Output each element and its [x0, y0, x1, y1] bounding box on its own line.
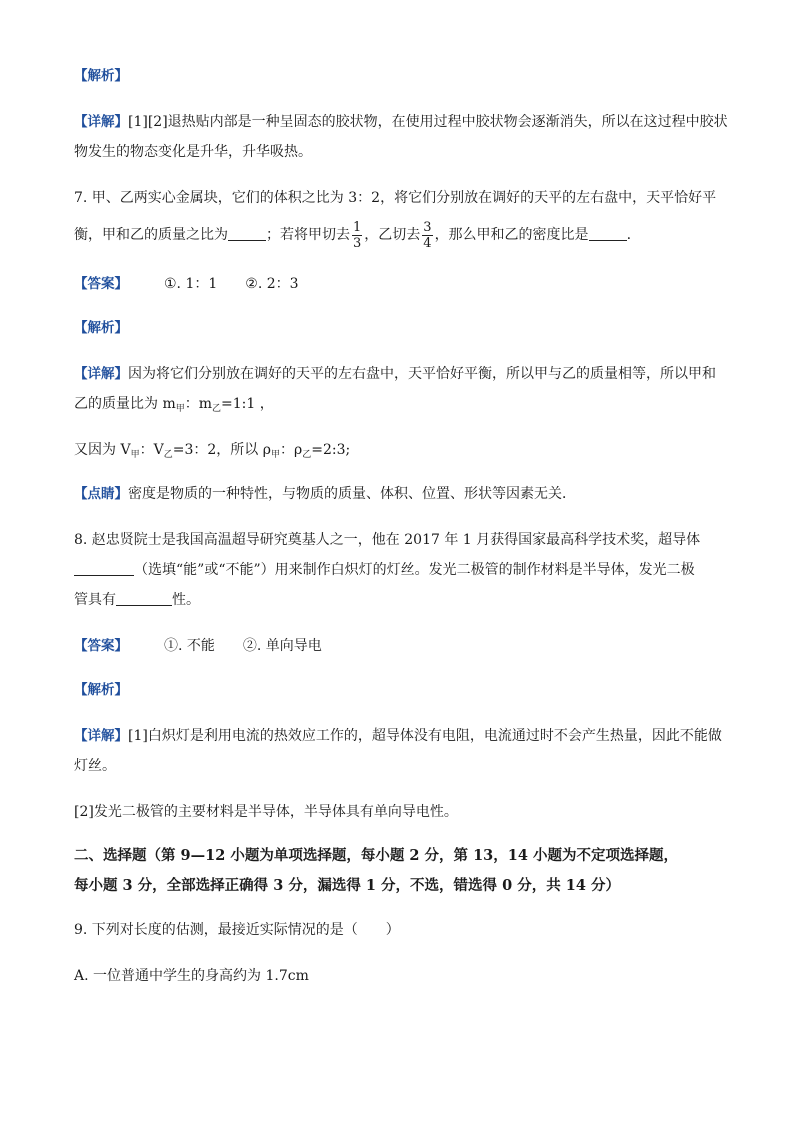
- q8-stem-line-2: [74, 560, 695, 580]
- q7-detail-text-2c: =1:1 ，: [221, 396, 274, 412]
- q7-detail-line-1: [74, 364, 716, 384]
- q8-answer-2: ②. 单向导电: [242, 638, 322, 654]
- q9-option-a: A. 一位普通中学生的身高约为 1.7cm: [74, 968, 309, 984]
- q8-stem-text-2: （选填“能”或“不能”）用来制作白炽灯的灯丝。发光二极管的制作材料是半导体，发光二极: [134, 562, 695, 578]
- q8-detail-line-1: [74, 726, 722, 746]
- q8-answer-line: [74, 636, 322, 656]
- q7-subscript-yi: 乙: [212, 404, 222, 414]
- q8-stem-line-1: [74, 530, 700, 550]
- q8-detail-line-2: [74, 756, 116, 776]
- q7-stem-text-2c: ，乙切去: [364, 227, 421, 243]
- q8-stem-text-3a: 管具有: [74, 592, 116, 608]
- q7-fraction-2-denominator: 4: [423, 235, 432, 251]
- q7-answer-line: [74, 274, 299, 294]
- q9-option-a-line: [74, 966, 309, 986]
- q8-answer-1: ①. 不能: [164, 638, 215, 654]
- q8-stem-line-3: [74, 590, 200, 610]
- detail-tag: 【详解】: [74, 114, 128, 130]
- q9-stem-text: 9. 下列对长度的估测，最接近实际情况的是（ ）: [74, 922, 400, 938]
- q7-fraction-1: [352, 220, 362, 251]
- answer-tag: 【答案】: [74, 638, 128, 654]
- q6-analysis-tag: [74, 66, 128, 86]
- q8-detail-text-2: 灯丝。: [74, 758, 116, 774]
- q7-stem-text-2e: .: [626, 227, 632, 243]
- q6-detail-text-2: 物发生的物态变化是升华，升华吸热。: [74, 144, 312, 160]
- q7-stem-line-2: [74, 218, 631, 252]
- q6-detail-line-1: [74, 112, 728, 132]
- q7-stem-text-2b: ；若将甲切去: [266, 227, 350, 243]
- q7-detail-text-3d: ：ρ: [279, 442, 303, 458]
- q7-subscript-jia-rho: 甲: [270, 450, 280, 460]
- section2-heading-text-1: 二、选择题（第 9—12 小题为单项选择题，每小题 2 分，第 13，14 小题为不定项选择题，: [74, 847, 678, 864]
- q8-detail-line-3: [74, 802, 458, 822]
- q7-detail-text-3e: =2:3;: [311, 442, 351, 458]
- q7-detail-text-3a: 又因为 V: [74, 442, 131, 458]
- section2-heading-text-2: 每小题 3 分，全部选择正确得 3 分，漏选得 1 分，不选，错选得 0 分，共 14 分）: [74, 877, 621, 894]
- q7-subscript-yi-rho: 乙: [302, 450, 312, 460]
- q7-fraction-1-numerator: 1: [353, 219, 362, 235]
- q7-detail-line-2: [74, 394, 274, 419]
- q6-detail-text-1: [1][2]退热贴内部是一种呈固态的胶状物，在使用过程中胶状物会逐渐消失，所以在这过程中胶状: [128, 114, 728, 130]
- q8-stem-text-3b: 性。: [172, 592, 200, 608]
- q8-blank-2: [116, 591, 172, 606]
- q7-detail-text-2b: ：m: [184, 396, 213, 412]
- q7-blank-2: [589, 226, 627, 241]
- q7-analysis-tag: [74, 318, 128, 338]
- q7-comment-text: 密度是物质的一种特性，与物质的质量、体积、位置、形状等因素无关．: [128, 486, 576, 502]
- q8-detail-text-3: [2]发光二极管的主要材料是半导体，半导体具有单向导电性。: [74, 804, 458, 820]
- detail-tag: 【详解】: [74, 728, 128, 744]
- q7-stem-line-1: [74, 188, 716, 208]
- analysis-tag: 【解析】: [74, 682, 128, 698]
- q7-detail-text-3b: ：V: [139, 442, 164, 458]
- section2-heading-line-1: [74, 846, 678, 866]
- q7-stem-text-2a: 衡，甲和乙的质量之比为: [74, 227, 228, 243]
- q7-subscript-jia-v: 甲: [130, 450, 140, 460]
- q7-stem-text-2d: ，那么甲和乙的密度比是: [434, 227, 589, 243]
- q8-stem-text-1: 8. 赵忠贤院士是我国高温超导研究奠基人之一，他在 2017 年 1 月获得国家最高科学技术奖，超导体: [74, 532, 701, 548]
- q7-answer-2: ②. 2：3: [245, 276, 299, 292]
- q7-detail-line-3: [74, 440, 350, 465]
- detail-tag: 【详解】: [74, 366, 128, 382]
- section2-heading-line-2: [74, 876, 620, 896]
- analysis-tag: 【解析】: [74, 68, 128, 84]
- q7-blank-1: [228, 226, 266, 241]
- q8-blank-1: [74, 561, 134, 576]
- q7-subscript-jia: 甲: [175, 404, 185, 414]
- q7-detail-text-2a: 乙的质量比为 m: [74, 396, 176, 412]
- q7-comment-line: [74, 484, 576, 504]
- q7-fraction-1-denominator: 3: [353, 235, 362, 251]
- q9-stem-line: [74, 920, 400, 940]
- q8-detail-text-1: [1]白炽灯是利用电流的热效应工作的，超导体没有电阻，电流通过时不会产生热量，因此不能做: [128, 728, 722, 744]
- answer-tag: 【答案】: [74, 276, 128, 292]
- q7-detail-text-1: 因为将它们分别放在调好的天平的左右盘中，天平恰好平衡，所以甲与乙的质量相等，所以甲和: [128, 366, 716, 382]
- q8-analysis-tag: [74, 680, 128, 700]
- q7-answer-1: ①. 1：1: [164, 276, 218, 292]
- q7-fraction-2-numerator: 3: [423, 219, 432, 235]
- comment-tag: 【点睛】: [74, 486, 128, 502]
- q7-stem-text-1: 7. 甲、乙两实心金属块，它们的体积之比为 3：2，将它们分别放在调好的天平的左右盘中，天平恰好平: [74, 190, 717, 206]
- analysis-tag: 【解析】: [74, 320, 128, 336]
- q7-subscript-yi-v: 乙: [163, 450, 173, 460]
- q6-detail-line-2: [74, 142, 312, 162]
- q7-fraction-2: [422, 220, 432, 251]
- q7-detail-text-3c: =3：2，所以 ρ: [172, 442, 271, 458]
